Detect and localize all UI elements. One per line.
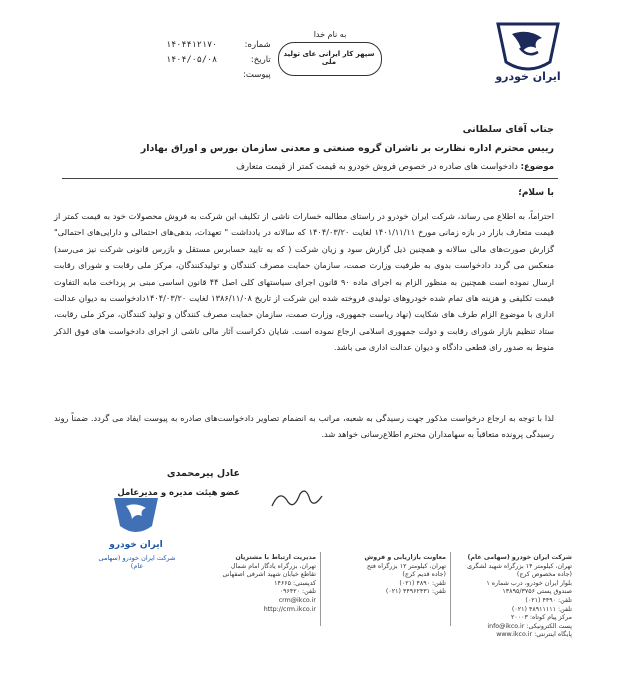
footer-line: پایگاه اینترنتی: www.ikco.ir <box>496 631 572 639</box>
footer-line: تهران، بزرگراه یادگار امام شمال <box>230 562 316 570</box>
date-value: ۱۴۰۴/۰۵/۰۸ <box>166 55 218 65</box>
date-label: تاریخ: <box>250 55 271 65</box>
footer-line: تلفن: ۴۸۹۱۱۱۱۱ (۰۲۱) <box>511 605 572 613</box>
recipient-title: رییس محترم اداره نظارت بر ناشران گروه صنعتی و معدنی سازمان بورس و اوراق بهادار <box>140 143 554 154</box>
footer-line: تلفن: ۴۴۹۰ (۰۲۱) <box>525 596 572 604</box>
footer-line: کدپستی: ۱۴۶۶۵ <box>274 579 316 587</box>
stamp-logo-text: ایران خودرو <box>109 540 163 550</box>
footer-line: (جاده قدیم کرج) <box>402 571 446 579</box>
subject-text: دادخواست های صادره در خصوص فروش خودرو به قیمت کمتر از قیمت متعارف <box>236 162 518 172</box>
brand-logo-text: ایران خودرو <box>495 70 561 83</box>
footer-line: تهران، کیلومتر ۱۲ بزرگراه فتح <box>366 562 446 570</box>
recipient-name: جناب آقای سلطانی <box>462 124 554 135</box>
footer-line: (جاده مخصوص کرج) <box>516 571 572 579</box>
footer-line: پست الکترونیکی: info@ikco.ir <box>487 622 572 630</box>
footer-col3-title: مدیریت ارتباط با مشتریان <box>235 554 316 561</box>
footer-line: بلوار ایران خودرو، درب شماره ۱ <box>486 579 572 587</box>
signer-name: عادل پیرمحمدی <box>166 468 240 479</box>
footer-crm-address <box>190 554 316 614</box>
letter-number-row <box>166 40 271 50</box>
subject-label: موضوع: <box>520 162 554 172</box>
footer-line: مرکز پیام کوتاه: ۲۰۰۰۳ <box>510 614 572 622</box>
number-value: ۱۴۰۴۴۱۲۱۷۰ <box>166 40 218 50</box>
attachment-label: پیوست: <box>243 70 271 80</box>
seal-text: سپهر کار ایرانی عای تولید ملی <box>283 50 375 66</box>
footer-line: تلفن: ۴۸۹۰ (۰۲۱) <box>399 579 446 587</box>
footer-line: crm@ikco.ir <box>278 596 316 604</box>
footer-line: تهران، کیلومتر ۱۴ بزرگراه شهید لشگری <box>467 562 572 570</box>
footer-company-address <box>454 554 572 640</box>
footer-col1-title: شرکت ایران خودرو (سهامی عام) <box>467 554 572 561</box>
subject-line <box>236 162 554 172</box>
letter-attachment-row <box>166 70 271 80</box>
footer-line: تلفن: ۰۹۶۴۲۰ <box>279 588 316 596</box>
greeting: با سلام؛ <box>518 188 554 198</box>
invocation-text: به نام خدا <box>313 30 347 39</box>
subject-divider <box>62 178 558 179</box>
signature-scribble <box>266 484 326 514</box>
footer-line: http://crm.ikco.ir <box>263 605 316 613</box>
footer-line: تقاطع خیابان شهید اشرفی اصفهانی <box>222 571 316 579</box>
footer-separator <box>320 552 321 626</box>
signer-title: عضو هیئت مدیره و مدیرعامل <box>117 488 240 498</box>
body-paragraph-1: احتراماً، به اطلاع می رساند، شرکت ایران خودرو در راستای مطالبه خسارات ناشی از تکلیف این شرکت به فروش محصولات خود به قیمت کمتر از قیمت متعارف بازار در بازه زمانی مورخ ۱۴۰۱/۱۱/۱۱ لغایت ۱۴۰۴/۰۳/۲۰ که سالانه در یادداشت " تعهدات، بدهی‌های احتمالی و دارایی‌های احتمالی" گزارش صورت‌های مالی سالانه و همچنین ذیل گزارش سود و زیان شرکت ( که به تایید حسابرس مستقل و بازرس قانونی شرکت نیز می‌رسد) منعکس می گردد دادخواست بدوی به طرفیت وزارت صمت، سازمان حمایت مصرف کنندگان و تولیدکنندگان، مرکز ملی رقابت و شورای رقابت ارسال نموده است همچنین به منظور الزام به اجرای ماده ۹۰ قانون اجرای سیاستهای کلی اصل ۴۴ قانون اساسی مبنی بر پرداخت مابه التفاوت قیمت تکلیفی و هزینه های تمام شده خودروهای تولیدی فروخته شده این شرکت از تاریخ ۱۳۸۶/۱۱/۰۸ لغایت ۱۴۰۴/۰۳/۲۰دادخواست به دیوان عدالت اداری با موضوع الزام طرف های شکایت (نهاد ریاست جمهوری، وزارت صمت، سازمان حمایت مصرف کنندگان و تولید کنندگان، مرکز ملی رقابت، ستاد تنظیم بازار شورای رقابت و دولت جمهوری اسلامی ارجاع نموده است. شایان ذکراست آثار مالی ناشی از اجرای دادخواست های فوق الذکر منوط به صدور رای قطعی دادگاه و دیوان عدالت اداری می باشد. <box>54 211 554 353</box>
footer-line: تلفن: ۴۴۹۶۲۴۳۱ (۰۲۱) <box>385 588 446 596</box>
stamp-lion-icon <box>104 494 168 546</box>
footer-sales-address <box>326 554 446 597</box>
number-label: شماره: <box>244 40 271 50</box>
body-paragraph-2: لذا با توجه به ارجاع درخواست مذکور جهت رسیدگی به شعبه، مراتب به انضمام تصاویر دادخواست‌های صادره به پیوست ایفاد می گردد. ضمناً روند رسیدگی پرونده متعاقباً به سهامداران محترم اطلاع‌رسانی خواهد شد. <box>54 413 554 440</box>
stamp-company-name: شرکت ایران خودرو (سهامی عام) <box>98 554 176 570</box>
footer-col2-title: معاونت بازاریابی و فروش <box>364 554 446 561</box>
footer-separator <box>450 552 451 626</box>
letter-date-row <box>166 55 271 65</box>
footer-line: صندوق پستی ۱۳۸۹۵/۳۷۵۶ <box>502 588 572 596</box>
